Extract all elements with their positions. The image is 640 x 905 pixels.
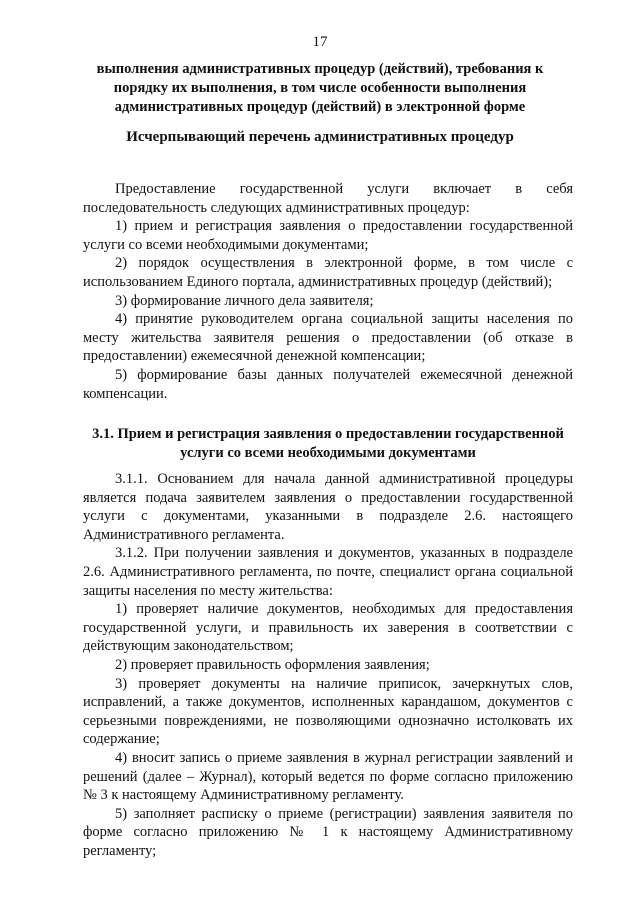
list-item: 5) формирование базы данных получателей ежемесячной денежной компенсации.: [83, 366, 573, 402]
intro-block: [83, 180, 573, 403]
list-item: 3) формирование личного дела заявителя;: [115, 292, 374, 309]
list-heading: Исчерпывающий перечень административных процедур: [126, 129, 514, 145]
list-item: 1) проверяет наличие документов, необходимых для предоставления государственной услуги, и правильность их заверения в соответствии с действующим законодательством;: [83, 601, 573, 655]
list-item: 4) вносит запись о приеме заявления в журнал регистрации заявлений и решений (далее – Журнал), который ведется по форме согласно приложению № 3 к настоящему Административному регламенту.: [83, 749, 573, 804]
section-block: [83, 470, 573, 860]
list-item: 3) проверяет документы на наличие приписок, зачеркнутых слов, исправлений, а также документов, исполненных карандашом, документов с серьезными повреждениями, не позволяющими однозначно истолковать их содержание;: [83, 675, 573, 748]
list-item: 4) принятие руководителем органа социальной защиты населения по месту жительства заявителя решения о предоставлении (об отказе в предоставлении) ежемесячной денежной компенсации;: [83, 311, 573, 365]
paragraph: 3.1.2. При получении заявления и документов, указанных в подразделе 2.6. Административного регламента, по почте, специалист органа социальной защиты населения по месту жительства:: [83, 545, 573, 599]
paragraph: 3.1.1. Основанием для начала данной административной процедуры является подача заявителем заявления о предоставлении государственной услуги с документами, указанными в подразделе 2.6. настоящего Административного регламента.: [83, 471, 573, 543]
page-number: 17: [312, 34, 328, 50]
list-item: 1) прием и регистрация заявления о предоставлении государственной услуги со всеми необходимыми документами;: [83, 218, 573, 253]
subsection-heading: 3.1. Прием и регистрация заявления о предоставлении государственной услуги со всеми необходимыми документами: [92, 426, 564, 461]
list-item: 2) проверяет правильность оформления заявления;: [115, 656, 430, 673]
intro-paragraph: Предоставление государственной услуги включает в себя последовательность следующих административных процедур:: [83, 181, 573, 216]
list-item: 5) заполняет расписку о приеме (регистрации) заявления заявителя по форме согласно приложению № 1 к настоящему Административному регламенту;: [83, 805, 573, 859]
section-heading-continued: выполнения административных процедур (действий), требования к порядку их выполнения, в том числе особенности выполнения административных процедур (действий) в электронной форме: [96, 61, 544, 115]
list-item: 2) порядок осуществления в электронной форме, в том числе с использованием Единого портала, административных процедур (действий);: [83, 255, 573, 290]
